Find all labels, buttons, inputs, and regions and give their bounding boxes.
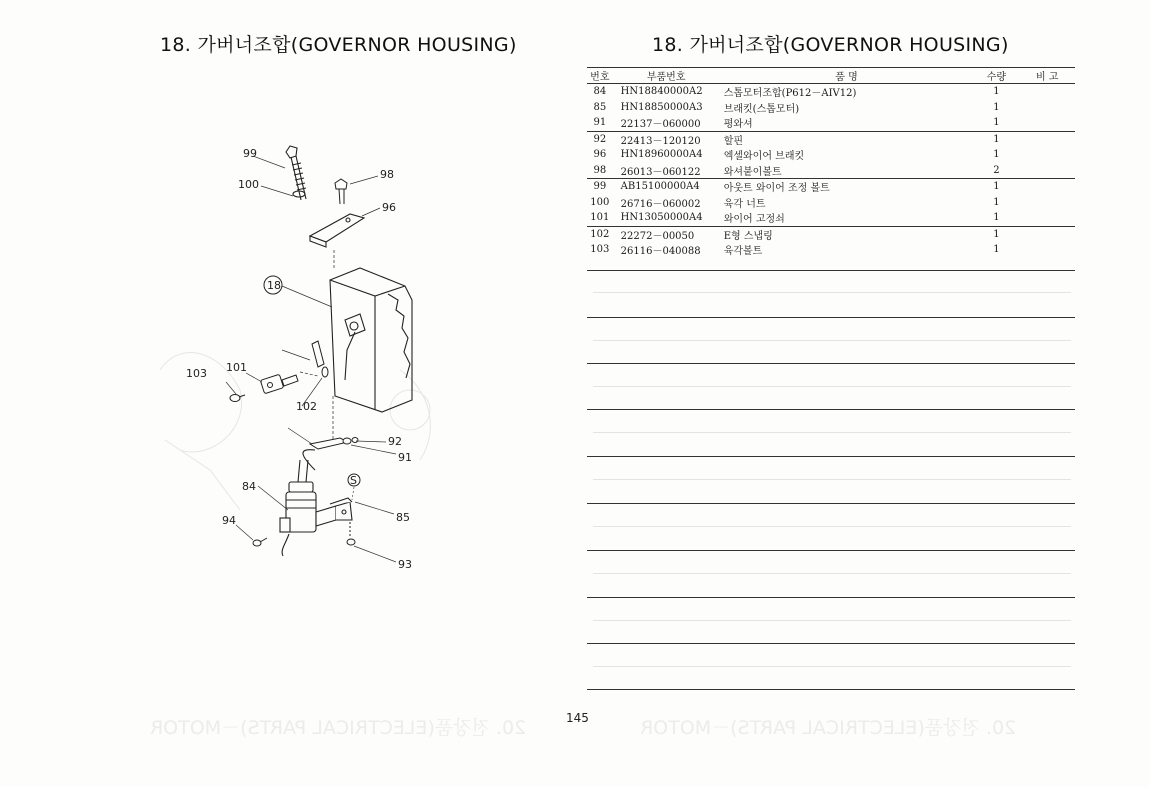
callout-102: 102 <box>296 400 317 413</box>
row-name: 엑셀와이어 브래킷 <box>723 151 805 163</box>
callout-s-mark: S <box>350 474 357 487</box>
row-part-no: HN18960000A4 <box>620 149 703 161</box>
parts-list <box>587 67 1075 258</box>
callout-94: 94 <box>222 514 236 527</box>
table-row <box>587 131 1075 147</box>
row-qty: 1 <box>993 181 1000 193</box>
ruled-line <box>587 270 1075 271</box>
ruled-line <box>587 689 1075 690</box>
ruled-line <box>593 292 1071 293</box>
ruled-line <box>593 432 1071 433</box>
bleed-through-text-right: 20. 전장품(ELECTRICAL PARTS)－MOTOR <box>640 717 1017 739</box>
callout-98: 98 <box>380 168 394 181</box>
row-name: 할핀 <box>723 135 744 147</box>
ruled-line <box>593 573 1071 574</box>
stop-motor-part <box>280 450 316 556</box>
accel-wire-bracket-part <box>310 214 364 247</box>
row-part-no: 22137－060000 <box>613 115 720 131</box>
row-no: 96 <box>593 149 607 161</box>
row-qty: 1 <box>993 101 1000 113</box>
ruled-line <box>587 317 1075 318</box>
left-page-title: 18. 가버너조합(GOVERNOR HOUSING) <box>160 34 517 56</box>
row-part-no: 26116－040088 <box>620 246 701 258</box>
callout-100: 100 <box>238 178 259 191</box>
row-qty: 1 <box>973 115 1019 131</box>
parts-table <box>587 67 1075 258</box>
row-qty: 1 <box>993 228 1000 240</box>
adjusting-bolt-part <box>286 146 306 200</box>
row-name: 육각 너트 <box>723 198 766 210</box>
row-name: 와셔붙이볼트 <box>720 163 974 179</box>
parts-table-header <box>587 68 1075 84</box>
row-name: 아웃트 와이어 조정 볼트 <box>723 183 830 195</box>
row-qty: 1 <box>993 149 1000 161</box>
wire-clamp-part <box>260 374 298 393</box>
header-remarks: 비 고 <box>1019 68 1075 84</box>
row-part-no: HN18840000A2 <box>620 86 703 98</box>
stop-motor-bracket-part <box>316 498 352 526</box>
row-no: 84 <box>593 86 607 98</box>
callout-101: 101 <box>226 361 247 374</box>
row-remarks <box>1019 195 1075 211</box>
row-part-no: HN13050000A4 <box>613 210 720 226</box>
governor-housing-part <box>330 268 412 412</box>
row-remarks <box>1019 210 1075 226</box>
table-row <box>587 226 1075 242</box>
callout-103: 103 <box>186 367 207 380</box>
row-name: E형 스냅링 <box>723 230 773 242</box>
ruled-line <box>593 620 1071 621</box>
row-qty: 1 <box>993 133 1000 145</box>
row-remarks <box>1019 131 1075 147</box>
callout-92: 92 <box>388 435 402 448</box>
header-qty: 수량 <box>973 68 1019 84</box>
row-no: 99 <box>593 181 607 193</box>
row-no: 85 <box>593 101 607 113</box>
right-page-title: 18. 가버너조합(GOVERNOR HOUSING) <box>652 34 1009 56</box>
ruled-line <box>587 409 1075 410</box>
row-part-no: 26013－060122 <box>613 163 720 179</box>
row-remarks <box>1019 179 1075 195</box>
row-part-no: 22413－120120 <box>620 135 701 147</box>
table-row <box>587 84 1075 100</box>
ruled-line <box>587 456 1075 457</box>
ruled-line <box>593 526 1071 527</box>
ruled-line <box>593 386 1071 387</box>
row-remarks <box>1019 84 1075 100</box>
row-name: 브래킷(스톱모터) <box>723 103 800 115</box>
row-no: 101 <box>587 210 613 226</box>
header-part-no: 부품번호 <box>613 68 720 84</box>
table-row <box>587 179 1075 195</box>
table-row <box>587 242 1075 258</box>
table-row <box>587 195 1075 211</box>
row-no: 103 <box>590 244 610 256</box>
row-no: 91 <box>587 115 613 131</box>
row-remarks <box>1019 163 1075 179</box>
page-number: 145 <box>566 711 589 725</box>
callout-96: 96 <box>382 201 396 214</box>
table-row <box>587 115 1075 131</box>
row-no: 92 <box>593 133 607 145</box>
linkage-lever-part <box>310 438 358 450</box>
row-remarks <box>1019 147 1075 163</box>
governor-housing-exploded-diagram <box>150 110 450 580</box>
row-part-no: 26716－060002 <box>620 198 701 210</box>
bleed-through-text-left: 20. 전장품(ELECTRICAL PARTS)－MOTOR <box>150 717 527 739</box>
callout-84: 84 <box>242 480 256 493</box>
ruled-line <box>593 479 1071 480</box>
washer-bolt-part <box>335 179 347 204</box>
row-name: 육각볼트 <box>723 246 763 258</box>
table-row <box>587 147 1075 163</box>
table-row <box>587 100 1075 116</box>
ruled-line <box>587 503 1075 504</box>
row-qty: 1 <box>993 196 1000 208</box>
row-name: 와이어 고정쇠 <box>720 210 974 226</box>
ruled-line <box>587 597 1075 598</box>
row-no: 100 <box>590 196 610 208</box>
callout-99: 99 <box>243 147 257 160</box>
row-part-no: 22272－00050 <box>620 230 695 242</box>
ruled-line <box>593 340 1071 341</box>
row-name: 스톱모터조합(P612－AIV12) <box>723 88 857 100</box>
row-part-no: AB15100000A4 <box>620 181 700 193</box>
row-no: 102 <box>590 228 610 240</box>
row-no: 98 <box>587 163 613 179</box>
row-part-no: HN18850000A3 <box>620 101 703 113</box>
row-remarks <box>1019 115 1075 131</box>
table-row <box>587 210 1075 226</box>
snap-ring-part <box>312 341 328 377</box>
header-name: 품 명 <box>720 68 974 84</box>
ruled-line <box>587 363 1075 364</box>
row-qty: 1 <box>973 210 1019 226</box>
ruled-line <box>593 666 1071 667</box>
row-qty: 2 <box>973 163 1019 179</box>
bracket-bolt-part <box>347 522 355 545</box>
hex-bolt-part <box>230 395 245 402</box>
row-remarks <box>1019 242 1075 258</box>
ruled-line <box>587 550 1075 551</box>
motor-bolt-part <box>253 538 267 546</box>
callout-91: 91 <box>398 451 412 464</box>
row-remarks <box>1019 226 1075 242</box>
callout-93: 93 <box>398 558 412 571</box>
row-qty: 1 <box>993 244 1000 256</box>
ruled-line <box>587 643 1075 644</box>
header-no: 번호 <box>587 68 613 84</box>
row-qty: 1 <box>993 86 1000 98</box>
row-remarks <box>1019 100 1075 116</box>
row-name: 평와셔 <box>720 115 974 131</box>
table-row <box>587 163 1075 179</box>
callout-85: 85 <box>396 511 410 524</box>
callout-18: 18 <box>267 279 281 292</box>
